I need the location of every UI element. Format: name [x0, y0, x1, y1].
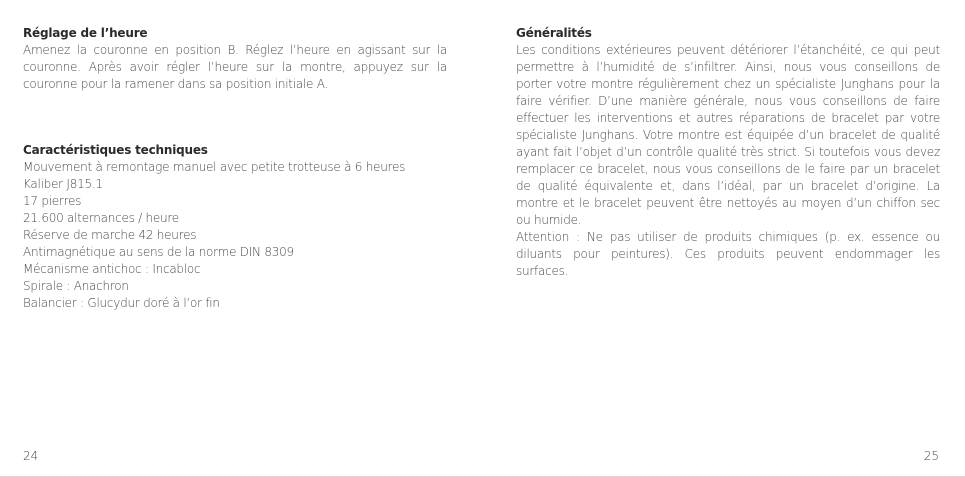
spec-item: Mécanisme antichoc : Incabloc	[23, 262, 201, 276]
time-setting-section	[23, 25, 447, 93]
spec-item: Kaliber J815.1	[23, 177, 103, 191]
general-heading: Généralités	[516, 26, 592, 40]
right-page	[482, 0, 965, 477]
general-section	[516, 25, 940, 280]
spec-item: Balancier : Glucydur doré à l’or fin	[23, 296, 220, 310]
time-setting-text: Amenez la couronne en position B. Réglez l’heure en agissant sur la couronne. Après avoir régler l’heure sur la montre, appuyez sur la couronne pour la ramener dans sa position initiale A.	[23, 43, 447, 91]
technical-specs-section	[23, 142, 447, 312]
page-number-left: 24	[23, 449, 39, 463]
left-page	[0, 0, 482, 477]
spec-item: Mouvement à remontage manuel avec petite trotteuse à 6 heures	[23, 160, 406, 174]
technical-specs-list	[23, 159, 447, 312]
time-setting-heading: Réglage de l’heure	[23, 26, 148, 40]
general-paragraph-maintenance: Les conditions extérieures peuvent détériorer l’étanchéité, ce qui peut permettre à l’humidité de s’infiltrer. Ainsi, nous vous conseillons de porter votre montre régulièrement chez un spécialiste Junghans pour la faire vérifier. D’une manière générale, nous vous conseillons de faire effectuer les interventions et autres réparations de bracelet par votre spécialiste Junghans. Votre montre est équipée d’un bracelet de qualité ayant fait l’objet d’un contrôle qualité très strict. Si toutefois vous devez remplacer ce bracelet, nous vous conseillons de le faire par un bracelet de qualité équivalente et, dans l’idéal, par un bracelet d’origine. La montre et le bracelet peuvent être nettoyés au moyen d’un chiffon sec ou humide.	[516, 43, 940, 227]
technical-specs-heading: Caractéristiques techniques	[23, 143, 208, 157]
spec-item: Réserve de marche 42 heures	[23, 228, 197, 242]
spec-item: 21.600 alternances / heure	[23, 211, 179, 225]
spec-item: Antimagnétique au sens de la norme DIN 8309	[23, 245, 294, 259]
spec-item: 17 pierres	[23, 194, 82, 208]
spec-item: Spirale : Anachron	[23, 279, 129, 293]
general-paragraph-warning: Attention : Ne pas utiliser de produits chimiques (p. ex. essence ou diluants pour peintures). Ces produits peuvent endommager les surfaces.	[516, 230, 940, 278]
page-number-right: 25	[923, 449, 939, 463]
